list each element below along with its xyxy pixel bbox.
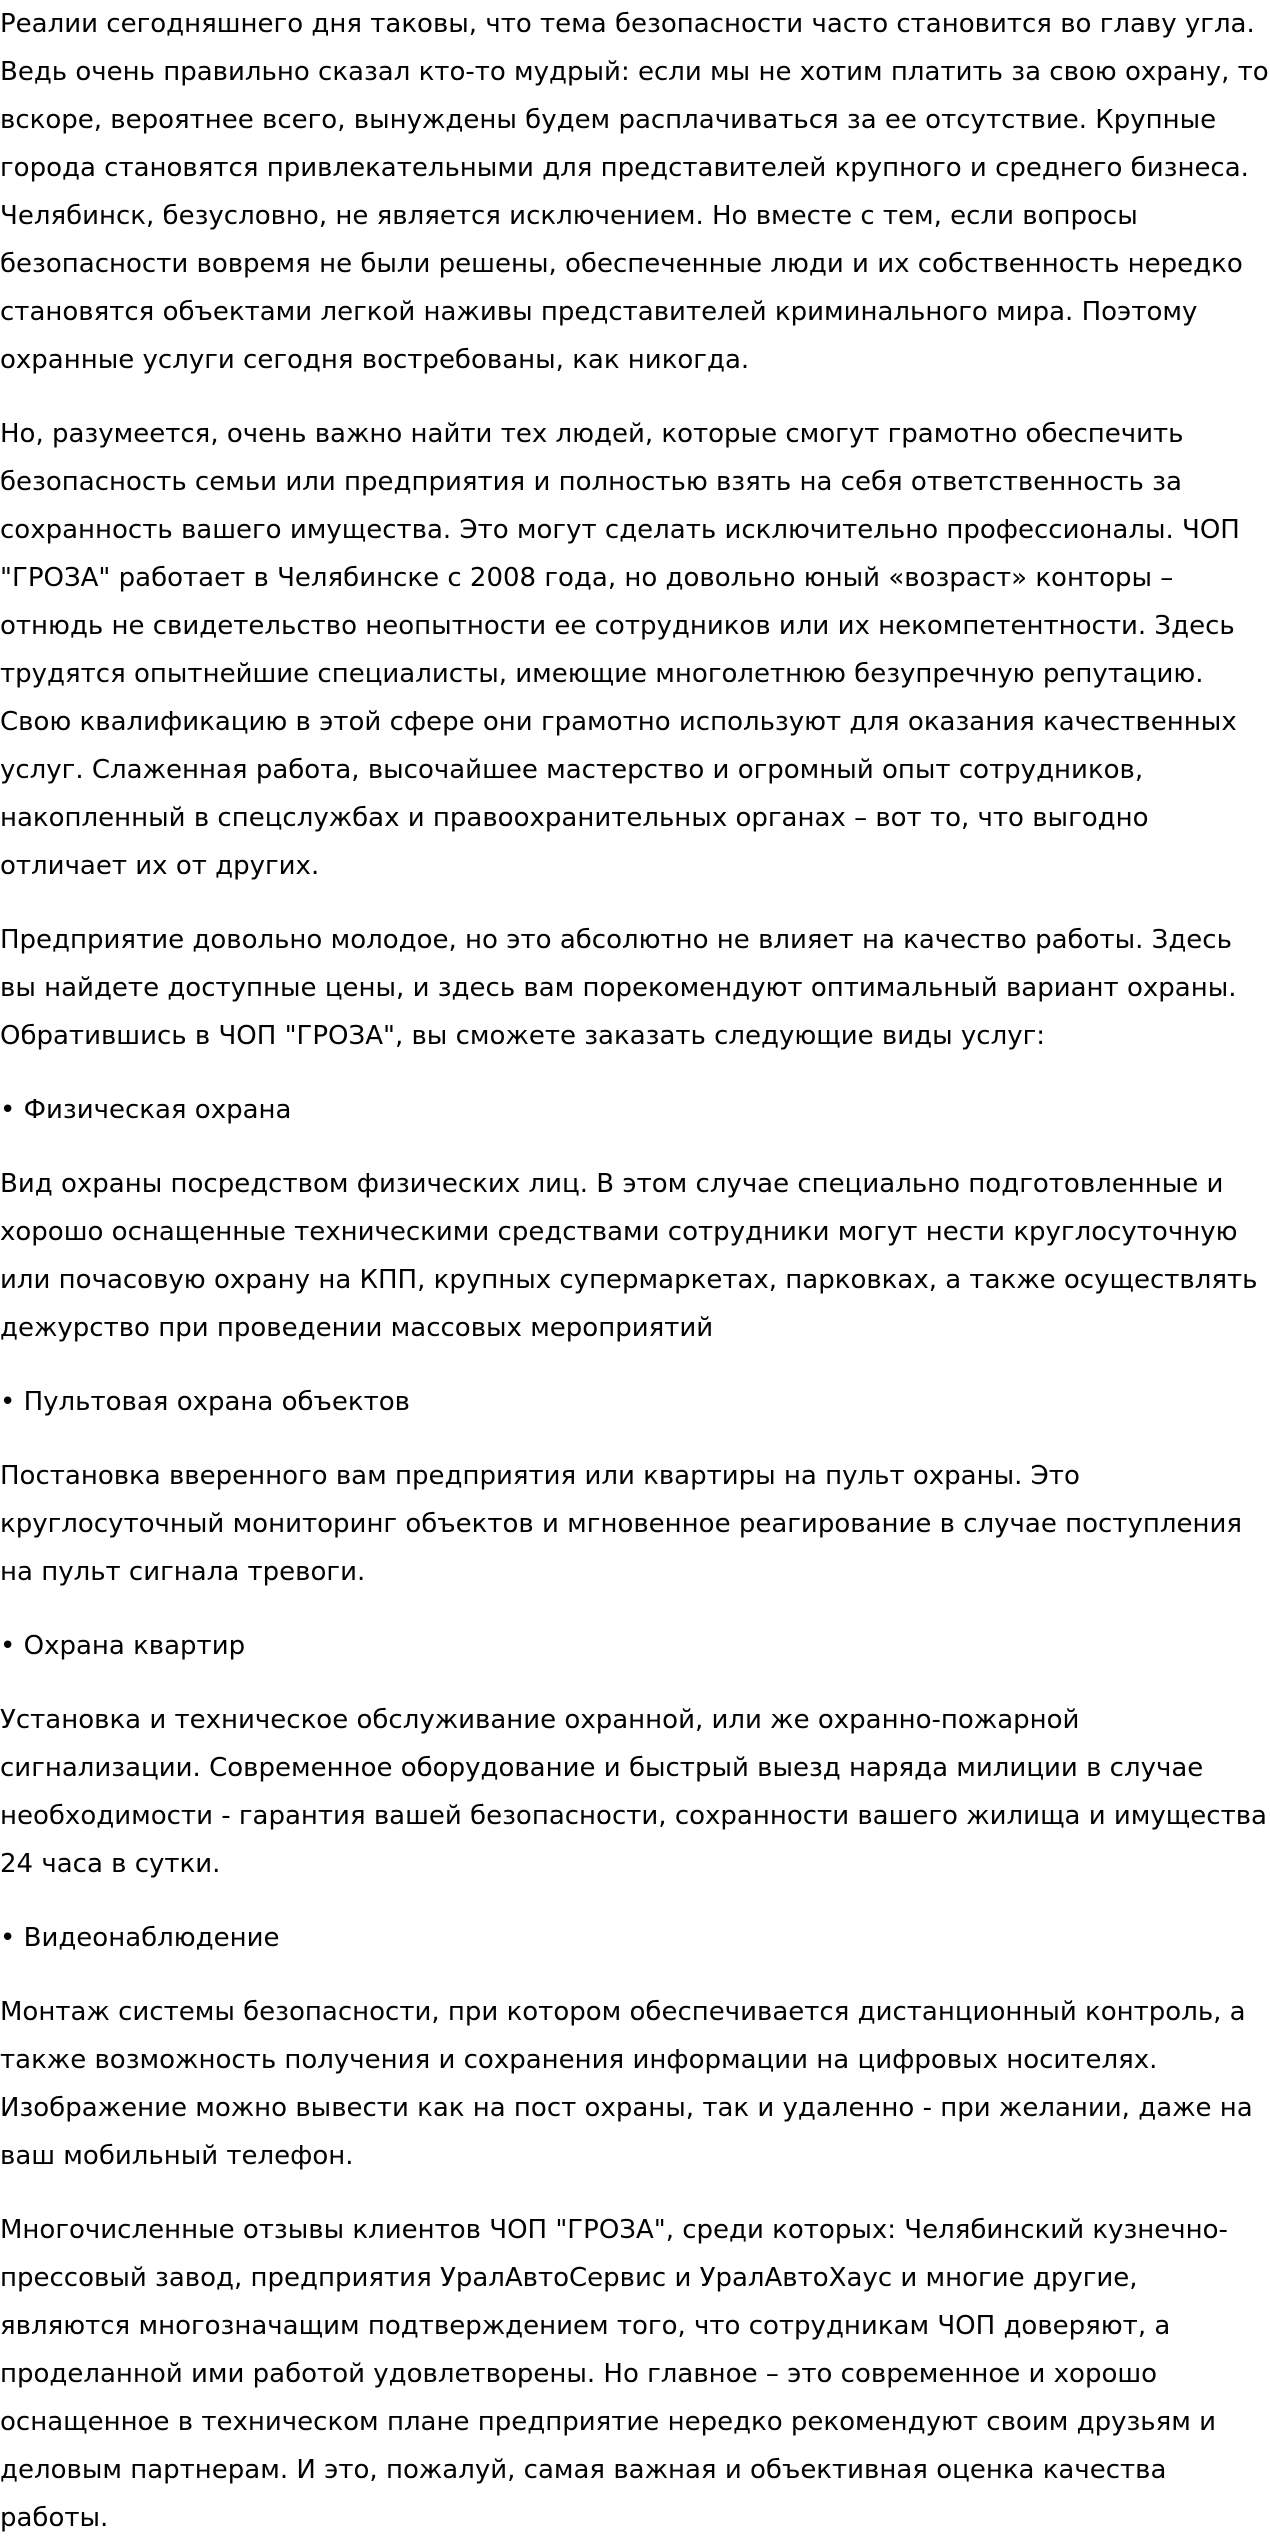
service-remote-guard-heading: • Пультовая охрана объектов [0, 1387, 411, 1417]
intro-paragraph: Реалии сегодняшнего дня таковы, что тема безопасности часто становится во главу угла. Ведь очень правильно сказал кто-то мудрый: если мы не хотим платить за свою охрану, то вскоре, вероятнее всего, вынуждены будем расплачиваться за ее отсутствие. Крупные города становятся привлекательными для представителей крупного и среднего бизнеса. Челябинск, безусловно, не является исключением. Но вместе с тем, если вопросы безопасности вовремя не были решены, обеспеченные люди и их собственность нередко становятся объектами легкой наживы представителей криминального мира. Поэтому охранные услуги сегодня востребованы, как никогда. [0, 9, 1269, 375]
service-physical-guard-heading: • Физическая охрана [0, 1095, 292, 1125]
service-video-surveillance-heading: • Видеонаблюдение [0, 1923, 280, 1953]
reviews-paragraph: Многочисленные отзывы клиентов ЧОП "ГРОЗА", среди которых: Челябинский кузнечно-прессовый завод, предприятия УралАвтоСервис и УралАвтоХаус и многие другие, являются многозначащим подтверждением того, что сотрудникам ЧОП доверяют, а проделанной ими работой удовлетворены. Но главное – это современное и хорошо оснащенное в техническом плане предприятие нередко рекомендуют своим друзьям и деловым партнерам. И это, пожалуй, самая важная и объективная оценка качества работы. [0, 2215, 1228, 2533]
service-physical-guard-description: Вид охраны посредством физических лиц. В этом случае специально подготовленные и хорошо оснащенные техническими средствами сотрудники могут нести круглосуточную или почасовую охрану на КПП, крупных супермаркетах, парковках, а также осуществлять дежурство при проведении массовых мероприятий [0, 1169, 1258, 1343]
services-intro-paragraph: Предприятие довольно молодое, но это абсолютно не влияет на качество работы. Здесь вы найдете доступные цены, и здесь вам порекомендуют оптимальный вариант охраны. Обратившись в ЧОП "ГРОЗА", вы сможете заказать следующие виды услуг: [0, 925, 1237, 1051]
service-remote-guard-description: Постановка вверенного вам предприятия или квартиры на пульт охраны. Это круглосуточный мониторинг объектов и мгновенное реагирование в случае поступления на пульт сигнала тревоги. [0, 1461, 1242, 1587]
service-apartment-guard-description: Установка и техническое обслуживание охранной, или же охранно-пожарной сигнализации. Современное оборудование и быстрый выезд наряда милиции в случае необходимости - гарантия вашей безопасности, сохранности вашего жилища и имущества 24 часа в сутки. [0, 1705, 1267, 1879]
service-apartment-guard-heading: • Охрана квартир [0, 1631, 246, 1661]
service-video-surveillance-description: Монтаж системы безопасности, при котором обеспечивается дистанционный контроль, а также возможность получения и сохранения информации на цифровых носителях. Изображение можно вывести как на пост охраны, так и удаленно - при желании, даже на ваш мобильный телефон. [0, 1997, 1253, 2171]
professionals-paragraph: Но, разумеется, очень важно найти тех людей, которые смогут грамотно обеспечить безопасность семьи или предприятия и полностью взять на себя ответственность за сохранность вашего имущества. Это могут сделать исключительно профессионалы. ЧОП "ГРОЗА" работает в Челябинске с 2008 года, но довольно юный «возраст» конторы – отнюдь не свидетельство неопытности ее сотрудников или их некомпетентности. Здесь трудятся опытнейшие специалисты, имеющие многолетнюю безупречную репутацию. Свою квалификацию в этой сфере они грамотно используют для оказания качественных услуг. Слаженная работа, высочайшее мастерство и огромный опыт сотрудников, накопленный в спецслужбах и правоохранительных органах – вот то, что выгодно отличает их от других. [0, 419, 1240, 881]
